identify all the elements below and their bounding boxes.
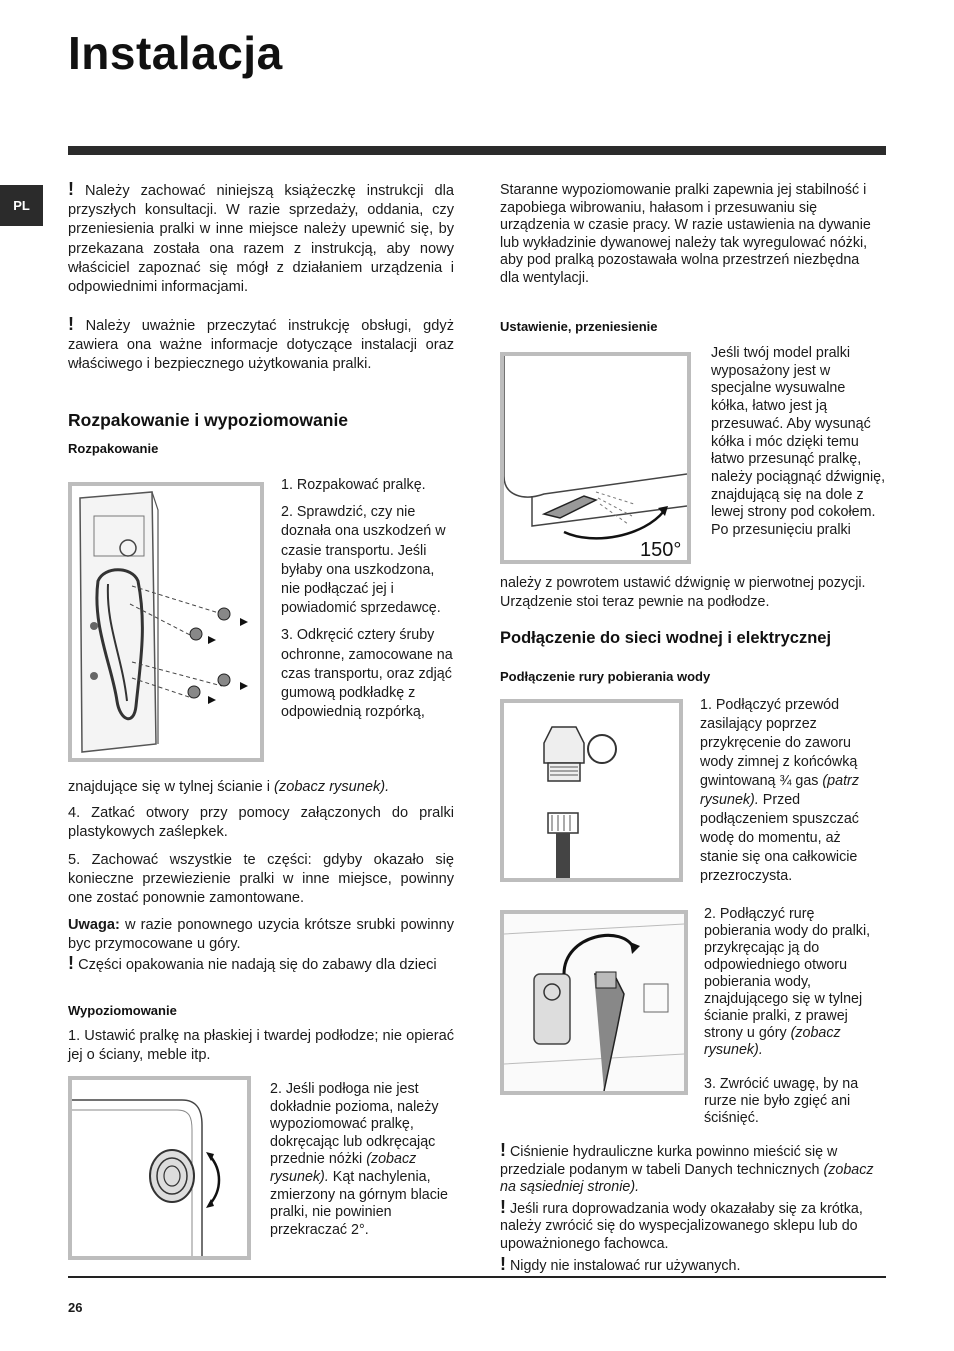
section-heading-connection: Podłączenie do sieci wodnej i elektrycznej — [500, 629, 832, 647]
page-number: 26 — [68, 1300, 83, 1315]
machine-back-illustration — [72, 486, 260, 758]
figure-machine-inlet — [500, 910, 688, 1095]
level-step-2: 2. Jeśli podłoga nie jest dokładnie pozioma, należy wypoziomować pralkę, dokręcając lub odkręcając przednie nóżki (zobacz rysunek). Kąt nachylenia, zmierzony na górnym blacie pralki, nie powinien przekraczać 2°. — [270, 1081, 448, 1238]
header-rule — [68, 146, 886, 155]
warning-mark: ! — [68, 179, 74, 199]
figure-adjustable-foot — [68, 1076, 251, 1260]
move-text-continued: należy z powrotem ustawić dźwignię w pierwotnej pozycji. Urządzenie stoi teraz pewnie na podłodze. — [500, 575, 866, 610]
note-label: Uwaga: — [68, 917, 120, 933]
inlet-illustration — [504, 914, 684, 1091]
subheading-water-inlet: Podłączenie rury pobierania wody — [500, 669, 711, 684]
warning-mark: ! — [68, 953, 74, 974]
intro-warning-1: ! Należy zachować niniejszą książeczkę instrukcji dla przyszłych konsultacji. W razie sprzedaży, oddania, czy przeniesienia pralki w inne miejsce należy upewnić się, by przekazana została ona razem z instrukcją, aby nowy właściciel zapoznać się mógł z działaniem urządzenia i odpowiednimi informacjami. — [68, 179, 454, 296]
inlet-steps-2-3: 2. Podłączyć rurę pobierania wody do pralki, przykręcając ją do odpowiedniego otworu pobierania wody, znajdującego się w tylnej ścianie pralki, z prawej strony u góry (zobacz rysunek). 3. Zwrócić uwagę, by na rurze nie było zgięć ani ściśnięć. — [704, 906, 871, 1126]
inlet-step-1: 1. Podłączyć przewód zasilający poprzez przykręcenie do zaworu wody zimnej z końcówką gwintowaną ¾ gas (patrz rysunek). Przed podłączeniem spuszczać wodę do momentu, aż stanie się ona całkowicie przezroczysta. — [700, 697, 859, 884]
page-title: Instalacja — [68, 27, 283, 79]
unpack-step-4: 4. Zatkać otwory przy pomocy załączonych do pralki plastykowych zaślepkek. — [68, 805, 454, 841]
angle-label: 150° — [640, 539, 682, 560]
level-step-1: 1. Ustawić pralkę na płaskiej i twardej podłodze; nie opierać jej o ściany, meble itp. — [68, 1028, 454, 1064]
move-text: Jeśli twój model pralki wyposażony jest w specjalne wysuwalne kółka, łatwo jest ją przesuwać. Aby wysunąć kółka i móc dzięki temu łatwo przesunąć pralkę, należy pociągnąć dźwignię, znajdującą się na dole z lewej strony pod cokołem. Po przesunięciu pralki — [711, 345, 886, 539]
foot-illustration — [72, 1080, 247, 1256]
subheading-leveling: Wypoziomowanie — [68, 1003, 177, 1018]
subheading-moving: Ustawienie, przeniesienie — [500, 319, 658, 334]
figure-wheels-lever — [500, 352, 691, 564]
warning-mark: ! — [500, 1253, 506, 1274]
lever-illustration — [504, 356, 687, 560]
figure-transport-bolts — [68, 482, 264, 762]
subheading-unpack: Rozpakowanie — [68, 441, 159, 456]
language-tab: PL — [0, 185, 43, 226]
figure-tap-connection — [500, 699, 683, 882]
warning-mark: ! — [500, 1196, 506, 1217]
footer-rule — [68, 1276, 886, 1278]
warning-mark: ! — [68, 314, 74, 334]
warnings-block: ! Ciśnienie hydrauliczne kurka powinno mieścić się w przedziale podanym w tabeli Danych technicznych (zobacz na sąsiedniej stronie). ! Jeśli rura doprowadzania wody okazałaby się za krótka, należy zwrócić się do wyspecjalizowanego sklepu lub do upoważnionego fachowca. ! Nigdy nie instalować rur używanych. — [500, 1140, 874, 1274]
unpack-step-3-continued: znajdujące się w tylnej ścianie i (zobacz rysunek). — [68, 779, 390, 795]
intro-warning-2: ! Należy uważnie przeczytać instrukcję obsługi, gdyż zawiera ona ważne informacje dotyczące instalacji oraz właściwego i bezpiecznego użytkowania pralki. — [68, 314, 454, 373]
leveling-paragraph: Staranne wypoziomowanie pralki zapewnia jej stabilność i zapobiega wibrowaniu, hałasom i przesuwaniu się urządzenia w czasie pracy. W razie ustawienia na dywanie lub wykładzinie dywanowej należy tak wyregulować nóżki, aby pod pralką pozostawała wolna przestrzeń niezbędna dla wentylacji. — [500, 182, 871, 286]
tap-illustration — [504, 703, 679, 878]
unpack-steps-1-3: 1. Rozpakować pralkę. 2. Sprawdzić, czy nie doznała ona uszkodzeń w czasie transportu. Jeśli byłaby ona uszkodzona, nie podłączać jej i powiadomić sprzedawcę. 3. Odkręcić cztery śruby ochronne, zamocowane na czas transportu, oraz zdjąć gumową podkładkę z odpowiednią rozpórką, — [281, 477, 453, 721]
note-block: Uwaga: w razie ponownego uzycia krótsze srubki powinny byc przymocowane u góry. ! Części opakowania nie nadają się do zabawy dla dzieci — [68, 917, 454, 974]
unpack-step-5: 5. Zachować wszystkie te części: gdyby okazało się konieczne przewiezienie pralki w inne miejsce, powinny one zostać ponownie zamontowane. — [68, 852, 454, 907]
section-heading-unpacking: Rozpakowanie i wypoziomowanie — [68, 410, 349, 430]
warning-mark: ! — [500, 1140, 506, 1160]
